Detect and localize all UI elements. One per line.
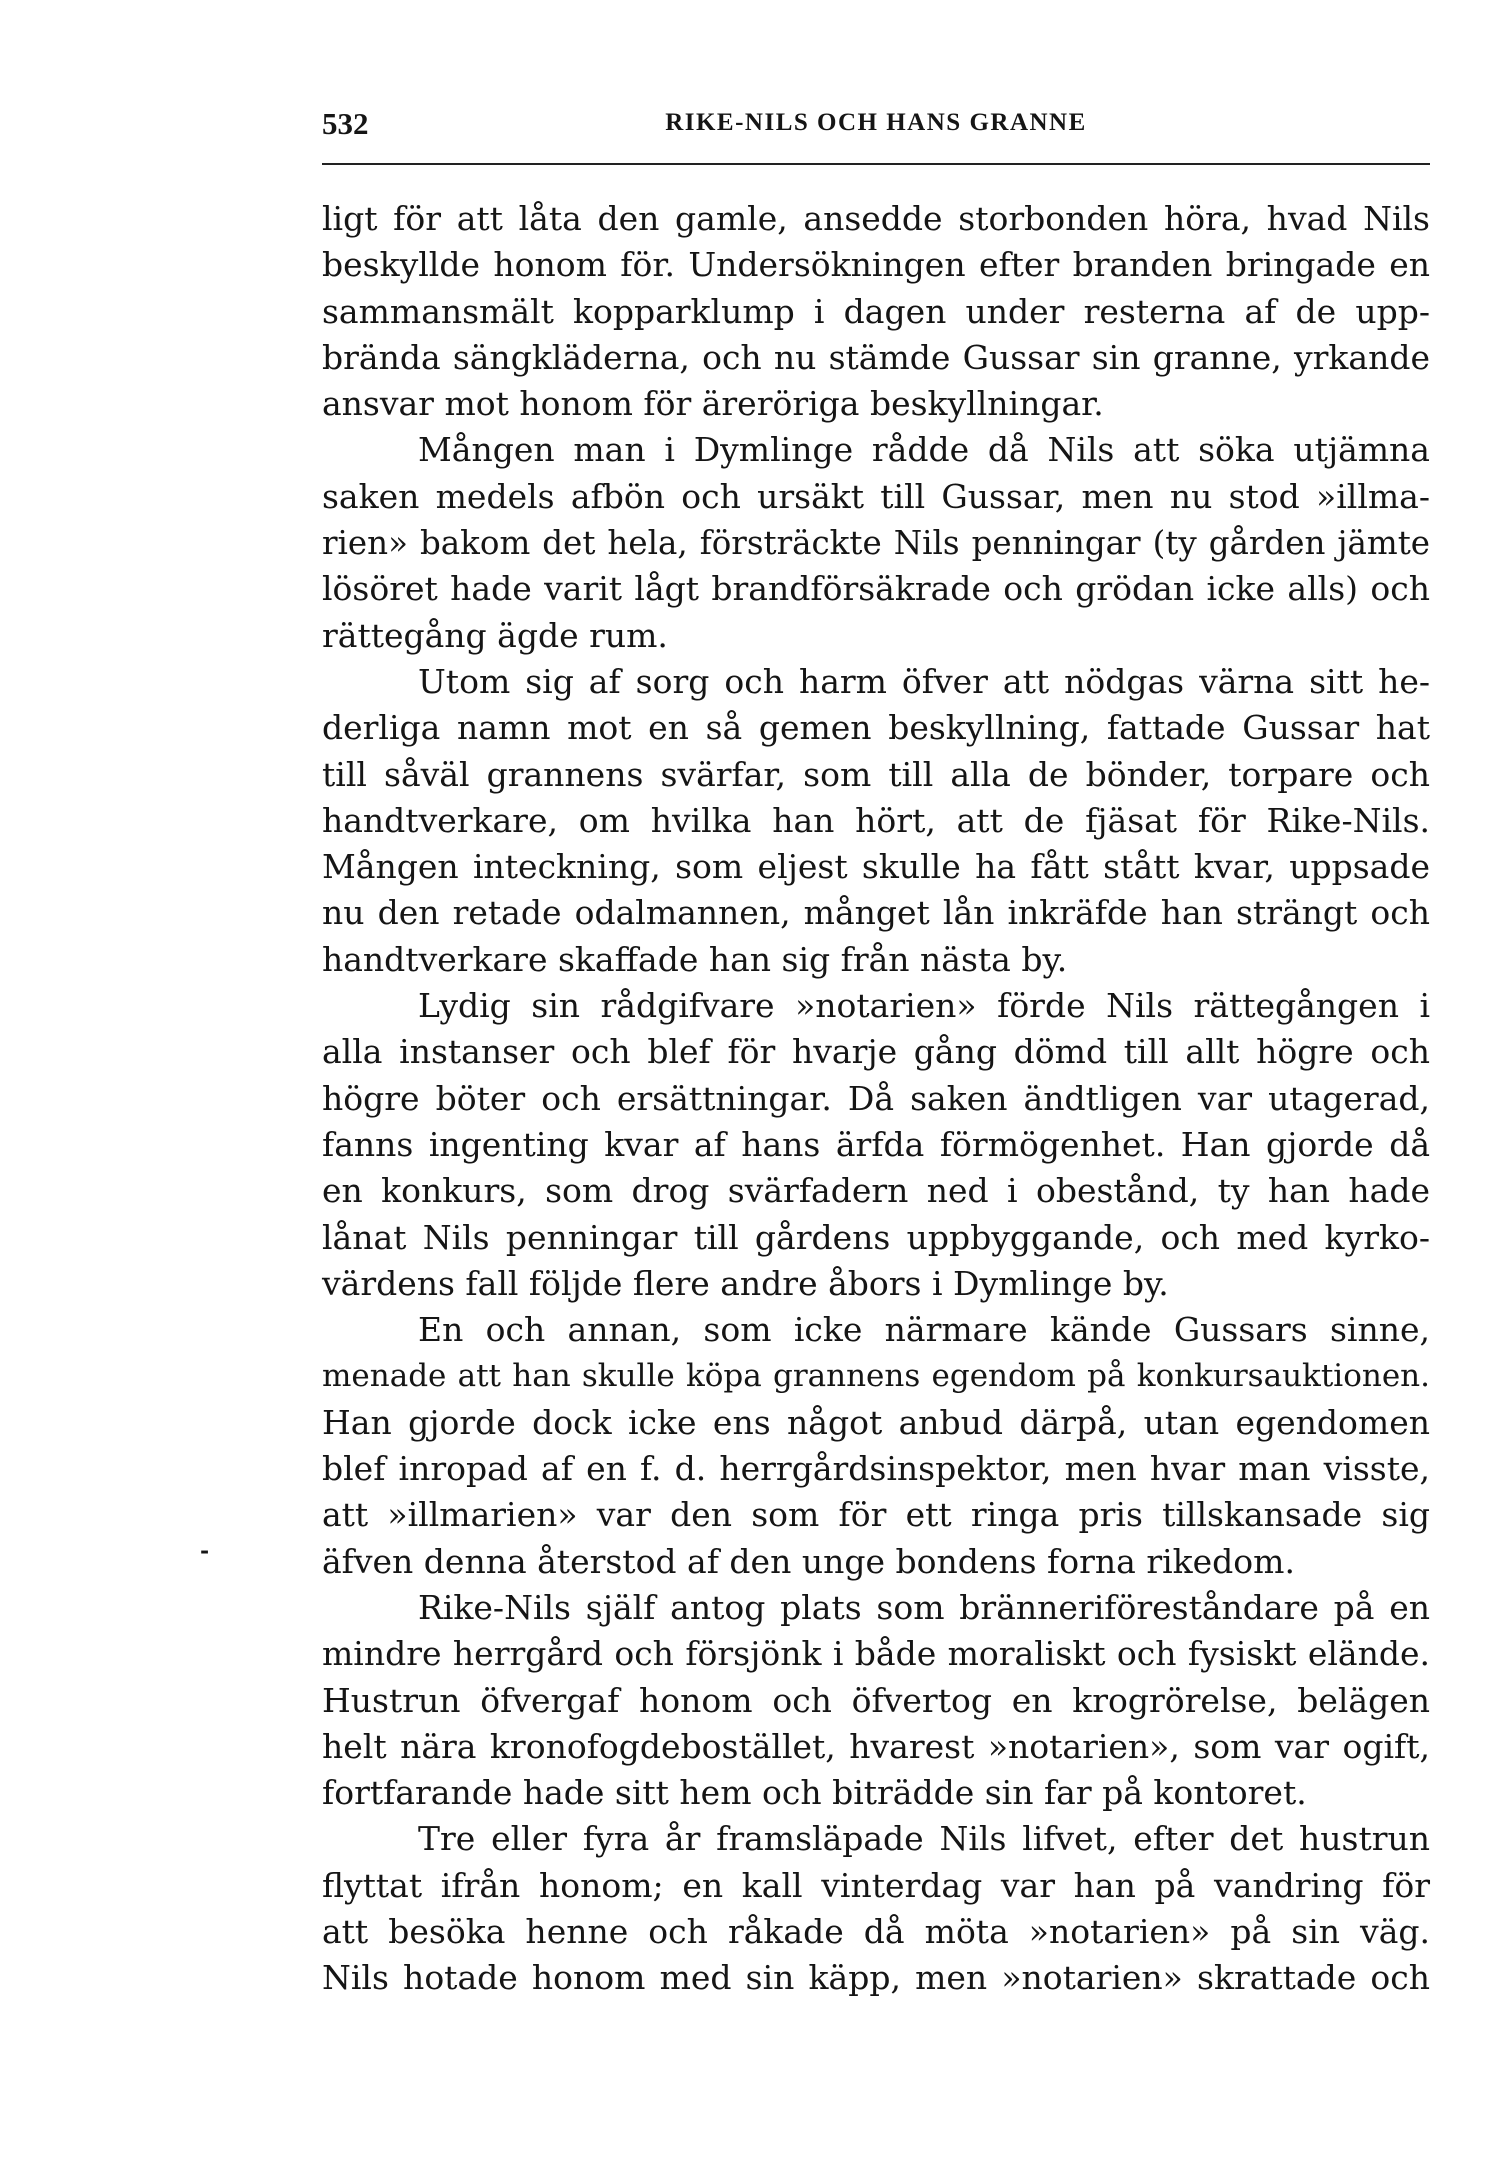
paragraph-start-line: Tre eller fyra år framsläpade Nils lifvet, efter det hustrun [418, 1819, 1430, 1859]
text-line: till såväl grannens svärfar, som till alla de bönder, torpare och [322, 754, 1430, 794]
paragraph-start-line: En och annan, som icke närmare kände Gussars sinne, [418, 1310, 1430, 1350]
text-line: handtverkare skaffade han sig från nästa by. [322, 939, 1068, 979]
text-line: Han gjorde dock icke ens något anbud därpå, utan egendomen [322, 1402, 1430, 1442]
text-line: brända sängkläderna, och nu stämde Gussar sin granne, yrkande [322, 337, 1430, 377]
text-line: Hustrun öfvergaf honom och öfvertog en krogrörelse, belägen [322, 1680, 1430, 1720]
header-rule [322, 163, 1430, 165]
text-line: rättegång ägde rum. [322, 615, 668, 655]
text-line: ansvar mot honom för ärerörigа beskyllningar. [322, 384, 1104, 424]
text-line: blef inropad af en f. d. herrgårdsinspektor, men hvar man visste, [322, 1449, 1430, 1489]
text-line: mindre herrgård och försjönk i både moraliskt och fysiskt elände. [322, 1634, 1430, 1674]
text-line: Mången inteckning, som eljest skulle ha fått stått kvar, uppsade [322, 847, 1430, 887]
paragraph-start-line: Rike-Nils själf antog plats som bränneriföreståndare på en [418, 1587, 1430, 1627]
text-line: att besöka henne och råkade då möta »notarien» på sin väg. [322, 1911, 1430, 1951]
text-line: helt nära kronofogdebostället, hvarest »notarien», som var ogift, [322, 1726, 1430, 1766]
text-line: att »illmarien» var den som för ett ringa pris tillskansade sig [322, 1495, 1430, 1535]
text-line: alla instanser och blef för hvarje gång dömd till allt högre och [322, 1032, 1430, 1072]
running-title: RIKE-NILS OCH HANS GRANNE [665, 109, 1087, 136]
text-line: menade att han skulle köpa grannens egendom på konkursauktionen. [322, 1358, 1430, 1395]
text-line: äfven denna återstod af den unge bondens forna rikedom. [322, 1541, 1295, 1581]
text-line: sammansmält kopparklump i dagen under resterna af de upp- [322, 291, 1430, 331]
text-line: nu den retade odalmannen, månget lån inkräfde han strängt och [322, 893, 1430, 933]
text-line: ligt för att låta den gamle, ansedde storbonden höra, hvad Nils [322, 199, 1430, 238]
paragraph-start-line: Lydig sin rådgifvare »notarien» förde Nils rättegången i [418, 986, 1430, 1026]
text-line: värdens fall följde flere andre åbors i Dymlinge by. [322, 1263, 1169, 1303]
text-line: lånat Nils penningar till gårdens uppbyggande, och med kyrko- [322, 1217, 1430, 1257]
text-line: saken medels afbön och ursäkt till Gussar, men nu stod »illma- [322, 476, 1430, 516]
text-line: högre böter och ersättningar. Då saken ändtligen var utagerad, [322, 1078, 1430, 1118]
body-text [322, 196, 1430, 2002]
page-number: 532 [322, 106, 369, 141]
text-line: fanns ingenting kvar af hans ärfda förmögenhet. Han gjorde då [322, 1124, 1430, 1164]
text-line: lösöret hade varit lågt brandförsäkrade och grödan icke alls) och [322, 569, 1430, 609]
text-line: en konkurs, som drog svärfadern ned i obestånd, ty han hade [322, 1171, 1430, 1211]
text-line: flyttat ifrån honom; en kall vinterdag var han på vandring för [322, 1865, 1430, 1905]
paragraph-start-line: Utom sig af sorg och harm öfver att nödgas värna sitt he- [418, 661, 1430, 701]
text-line: beskyllde honom för. Undersökningen efter branden bringade en [322, 245, 1430, 285]
page-header [322, 106, 1430, 146]
text-line: fortfarande hade sitt hem och biträdde sin far på kontoret. [322, 1773, 1307, 1813]
text-line: rien» bakom det hela, försträckte Nils penningar (ty gården jämte [322, 524, 1430, 563]
paragraph-start-line: Mången man i Dymlinge rådde då Nils att söka utjämna [418, 430, 1430, 470]
text-line: Nils hotade honom med sin käpp, men »notarien» skrattade och [322, 1958, 1430, 1998]
text-line: handtverkare, om hvilka han hört, att de fjäsat för Rike-Nils. [322, 800, 1430, 840]
text-line: derliga namn mot en så gemen beskyllning, fattade Gussar hat [322, 708, 1430, 748]
margin-speck: - [200, 1538, 210, 1564]
